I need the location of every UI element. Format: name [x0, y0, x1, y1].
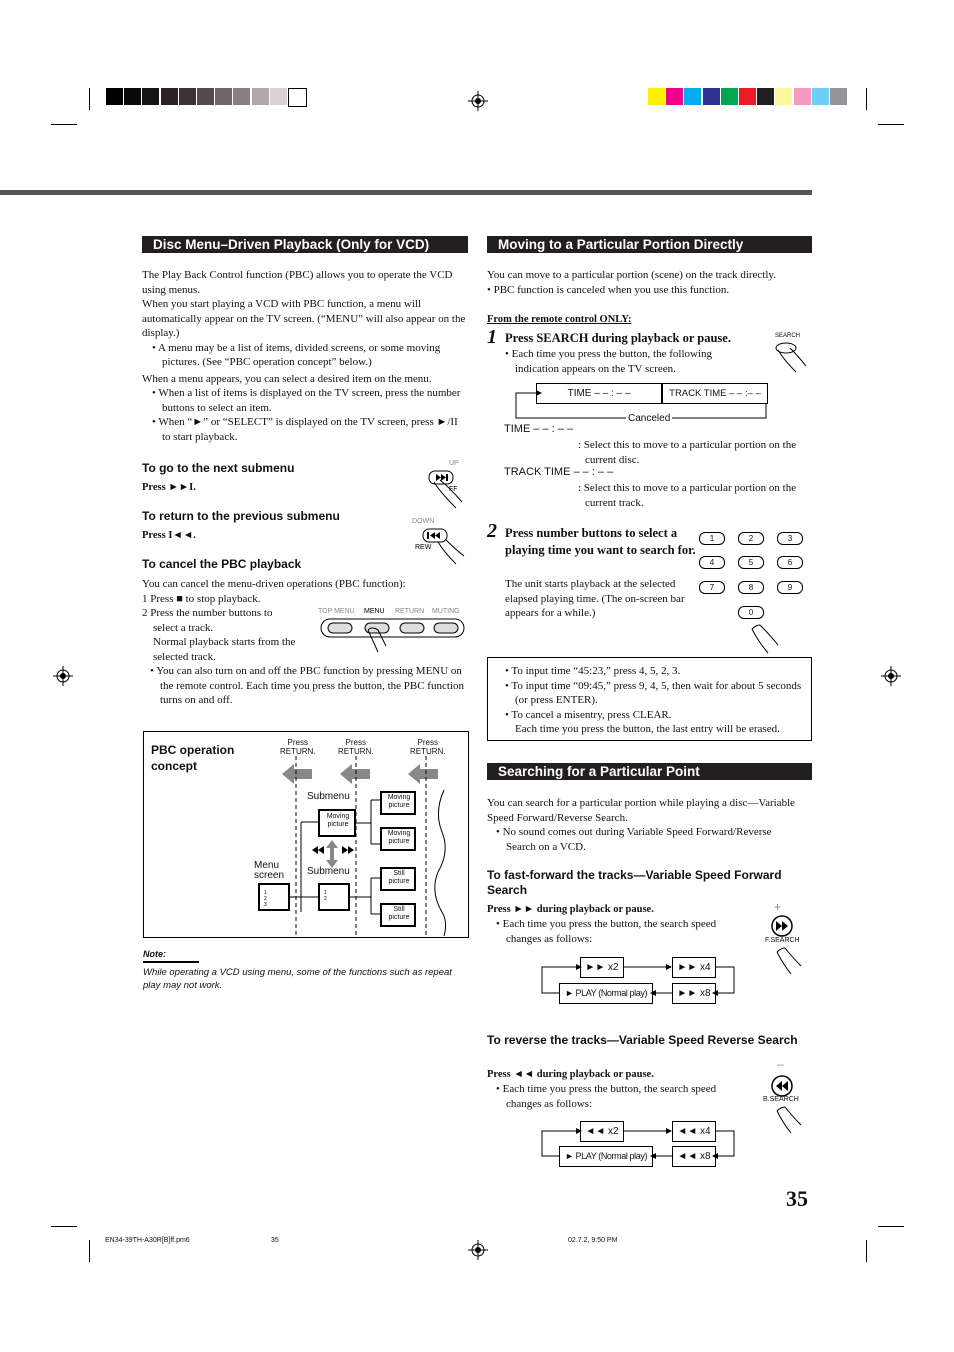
menu-label: MENU: [364, 608, 385, 615]
step1-text: Press SEARCH during playback or pause.: [505, 331, 731, 345]
calibration-swatch: [794, 88, 811, 105]
crop-mark: [51, 124, 77, 125]
search-intro-bullet: • No sound comes out during Variable Speed Forward/Reverse Search on a VCD.: [496, 826, 772, 853]
moving-picture-label: Moving picture: [326, 813, 350, 828]
section-title-move-portion: Moving to a Particular Portion Directly: [487, 236, 812, 253]
return-text: RETURN.: [338, 747, 374, 756]
cancel-pbc-heading: To cancel the PBC playback: [142, 557, 302, 571]
move-intro-line: You can move to a particular portion (scene) on the track directly.: [487, 269, 776, 281]
crop-mark: [866, 88, 867, 110]
section-title-search-point: Searching for a Particular Point: [487, 763, 812, 780]
tip-item: • To cancel a misentry, press CLEAR.: [505, 708, 672, 721]
registration-mark: [881, 666, 901, 686]
registration-mark: [468, 91, 488, 111]
calibration-swatch: [161, 88, 178, 105]
search-intro: [487, 796, 797, 854]
number-key[interactable]: 7: [699, 581, 725, 594]
crop-mark: [878, 124, 904, 125]
number-key[interactable]: 8: [738, 581, 764, 594]
prev-button-hand-icon: [420, 526, 466, 568]
calibration-swatch: [830, 88, 847, 105]
still-picture-label: Still picture: [388, 870, 410, 885]
calibration-swatch: [684, 88, 701, 105]
step1-bullet: • Each time you press the button, the following indication appears on the TV screen.: [505, 348, 713, 375]
footer-file: EN34-39TH-A30R[B]ff.pm6: [105, 1237, 190, 1244]
ff-label: FF: [449, 486, 458, 493]
calibration-swatch: [215, 88, 232, 105]
ff-heading: To fast-forward the tracks—Variable Speed Forward Search: [487, 868, 782, 897]
crop-mark: [89, 88, 90, 110]
calibration-swatch: [812, 88, 829, 105]
calibration-swatch: [739, 88, 756, 105]
prev-submenu-text: Press I◄◄.: [142, 530, 196, 541]
prev-submenu-heading: To return to the previous submenu: [142, 509, 340, 523]
b-search-label: B.SEARCH: [763, 1096, 799, 1103]
down-label: DOWN: [412, 518, 435, 525]
press-text: Press: [345, 738, 366, 747]
crop-mark: [89, 1240, 90, 1262]
f-search-label: F.SEARCH: [765, 937, 800, 944]
track-time-description: : Select this to move to a particular portion on the current track.: [578, 482, 797, 509]
calibration-swatch: [648, 88, 665, 105]
ff-hand-icon: [773, 946, 803, 976]
svg-text:1: 1: [324, 890, 327, 896]
return-label: RETURN: [395, 608, 425, 615]
number-key[interactable]: 4: [699, 556, 725, 569]
search-label: SEARCH: [775, 333, 801, 339]
normal-play-box: ► PLAY (Normal play): [559, 1146, 653, 1167]
minus-label: –: [777, 1057, 784, 1071]
svg-text:3: 3: [264, 902, 267, 908]
move-intro: [487, 268, 812, 297]
note-label: Note:: [143, 949, 166, 959]
speed-box-x4: ►► x4: [672, 957, 716, 978]
crop-mark: [878, 1226, 904, 1227]
number-key[interactable]: 6: [777, 556, 803, 569]
next-submenu-heading: To go to the next submenu: [142, 461, 295, 475]
search-button-hand-icon: [774, 340, 808, 374]
next-submenu-text: Press ►►I.: [142, 482, 196, 493]
cancel-line: 2 Press the number buttons to: [142, 607, 273, 619]
cancel-line: Normal playback starts from the: [153, 636, 296, 648]
calibration-swatch: [775, 88, 792, 105]
moving-picture-label: Moving picture: [387, 794, 411, 809]
calibration-swatch: [288, 88, 307, 107]
number-key[interactable]: 9: [777, 581, 803, 594]
normal-play-box: ► PLAY (Normal play): [559, 983, 653, 1004]
calibration-swatch: [179, 88, 196, 105]
pbc-title-line: PBC operation: [151, 743, 235, 757]
calibration-swatch: [142, 88, 159, 105]
cancel-line: select a track.: [153, 621, 214, 634]
next-button-hand-icon: [426, 468, 470, 512]
up-label: UP: [449, 460, 459, 467]
number-key[interactable]: 0: [738, 606, 764, 619]
time-label: TIME – – : – –: [504, 423, 574, 435]
disc-menu-intro: [142, 268, 468, 444]
track-time-indicator-box: TRACK TIME – – :– –: [662, 383, 768, 404]
svg-text:2: 2: [264, 896, 267, 902]
calibration-swatch: [757, 88, 774, 105]
crop-mark: [51, 1226, 77, 1227]
return-text: RETURN.: [280, 747, 316, 756]
number-key[interactable]: 3: [777, 532, 803, 545]
calibration-swatch: [703, 88, 720, 105]
note-rule: [143, 961, 199, 963]
move-intro-line: • PBC function is canceled when you use this function.: [487, 283, 730, 296]
rev-bullet: • Each time you press the button, the search speed changes as follows:: [496, 1083, 717, 1110]
time-description: : Select this to move to a particular portion on the current disc.: [578, 439, 797, 466]
step-number: 2: [487, 520, 497, 542]
press-text: Press: [417, 738, 438, 747]
top-menu-label: TOP MENU: [318, 608, 355, 615]
tip-item: • To input time “09:45,” press 9, 4, 5, then wait for about 5 seconds (or press ENTER).: [505, 679, 802, 706]
step-number: 1: [487, 326, 497, 348]
svg-text:2: 2: [324, 896, 327, 902]
cancel-line: 1 Press ■ to stop playback.: [142, 592, 261, 605]
registration-mark: [53, 666, 73, 686]
speed-box-x2: ►► x2: [580, 957, 624, 978]
calibration-swatch: [252, 88, 269, 105]
calibration-swatch: [124, 88, 141, 105]
track-time-label: TRACK TIME – – : – –: [504, 466, 614, 478]
rev-cycle-arrows: [540, 1128, 736, 1164]
menu-screen-label: Menu screen: [254, 860, 285, 881]
pbc-concept-box: [143, 731, 469, 938]
remote-buttons-illustration: [320, 618, 466, 658]
ff-bullet: • Each time you press the button, the search speed changes as follows:: [496, 918, 717, 945]
speed-box-x8: ►► x8: [672, 983, 716, 1004]
ff-cycle-arrows: [540, 964, 736, 1000]
footer-date: 02.7.2, 9:50 PM: [568, 1237, 618, 1244]
number-key[interactable]: 5: [738, 556, 764, 569]
svg-text:1: 1: [264, 890, 267, 896]
rev-hand-icon: [773, 1105, 803, 1135]
time-indicator-box: TIME – – : – –: [536, 383, 662, 404]
calibration-swatch: [233, 88, 250, 105]
remote-only-label: From the remote control ONLY:: [487, 314, 632, 325]
calibration-swatch: [197, 88, 214, 105]
cancel-line: You can cancel the menu-driven operations (PBC function):: [142, 578, 406, 590]
rev-heading: To reverse the tracks—Variable Speed Reverse Search: [487, 1033, 798, 1047]
rewind-button-icon: [770, 1074, 794, 1098]
number-key-hand-icon: [748, 623, 782, 657]
step2-text: Press number buttons to select a playing time you want to search for.: [505, 526, 696, 557]
number-key[interactable]: 1: [699, 532, 725, 545]
cancel-line: selected track.: [153, 650, 216, 663]
search-intro-line: You can search for a particular portion while playing a disc—Variable Speed Forward/Reverse Search.: [487, 797, 796, 824]
tip-item: • To input time “45:23,” press 4, 5, 2, 3.: [505, 665, 681, 677]
section-title-disc-menu: Disc Menu–Driven Playback (Only for VCD): [142, 236, 468, 253]
note-text: While operating a VCD using menu, some of the functions such as repeat play may not work.: [143, 967, 452, 991]
registration-mark: [468, 1240, 488, 1260]
pbc-title-line: concept: [151, 759, 198, 773]
moving-picture-label: Moving picture: [387, 830, 411, 845]
step2-description: The unit starts playback at the selected elapsed playing time. (The on-screen bar appears for a while.): [505, 578, 685, 619]
still-picture-label: Still picture: [388, 906, 410, 921]
cancel-bullet: • You can also turn on and off the PBC function by pressing MENU on the remote control. Each time you press the button, the PBC function turns on and off.: [150, 665, 464, 706]
intro-paragraph: When you start playing a VCD with PBC function, a menu will automatically appear on the TV screen. (“MENU” will also appear on the display.): [142, 298, 466, 339]
calibration-swatch: [721, 88, 738, 105]
page-number: 35: [786, 1186, 808, 1211]
rew-label: REW: [415, 544, 432, 551]
speed-box-x8: ◄◄ x8: [672, 1146, 716, 1167]
plus-label: +: [774, 900, 782, 914]
intro-paragraph: The Play Back Control function (PBC) allows you to operate the VCD using menus.: [142, 269, 453, 296]
press-text: Press: [287, 738, 308, 747]
submenu-label: Submenu: [307, 866, 350, 877]
intro-paragraph: When a menu appears, you can select a desired item on the menu.: [142, 372, 432, 385]
rev-press-text: Press ◄◄ during playback or pause.: [487, 1069, 654, 1080]
tip-item: Each time you press the button, the last entry will be erased.: [515, 723, 780, 735]
muting-label: MUTING: [432, 608, 460, 615]
intro-bullet: • When a list of items is displayed on the TV screen, press the number buttons to select an item.: [152, 387, 461, 414]
calibration-swatch: [106, 88, 123, 105]
intro-bullet: • When “►” or “SELECT” is displayed on the TV screen, press ►/II to start playback.: [152, 416, 458, 443]
speed-box-x4: ◄◄ x4: [672, 1121, 716, 1142]
return-text: RETURN.: [410, 747, 446, 756]
submenu-label: Submenu: [307, 791, 350, 802]
fast-forward-button-icon: [770, 914, 794, 938]
tips-box: [487, 657, 812, 741]
number-key[interactable]: 2: [738, 532, 764, 545]
footer-page: 35: [271, 1237, 279, 1244]
calibration-swatch: [270, 88, 287, 105]
tips-list: [505, 664, 805, 737]
intro-bullet: • A menu may be a list of items, divided screens, or some moving pictures. (See “PBC operation concept” below.): [152, 341, 441, 368]
canceled-label: Canceled: [628, 413, 671, 424]
top-rule: [0, 190, 812, 195]
calibration-swatch: [666, 88, 683, 105]
speed-box-x2: ◄◄ x2: [580, 1121, 624, 1142]
pbc-concept-diagram: [144, 732, 468, 937]
ff-press-text: Press ►► during playback or pause.: [487, 904, 654, 915]
crop-mark: [866, 1240, 867, 1262]
